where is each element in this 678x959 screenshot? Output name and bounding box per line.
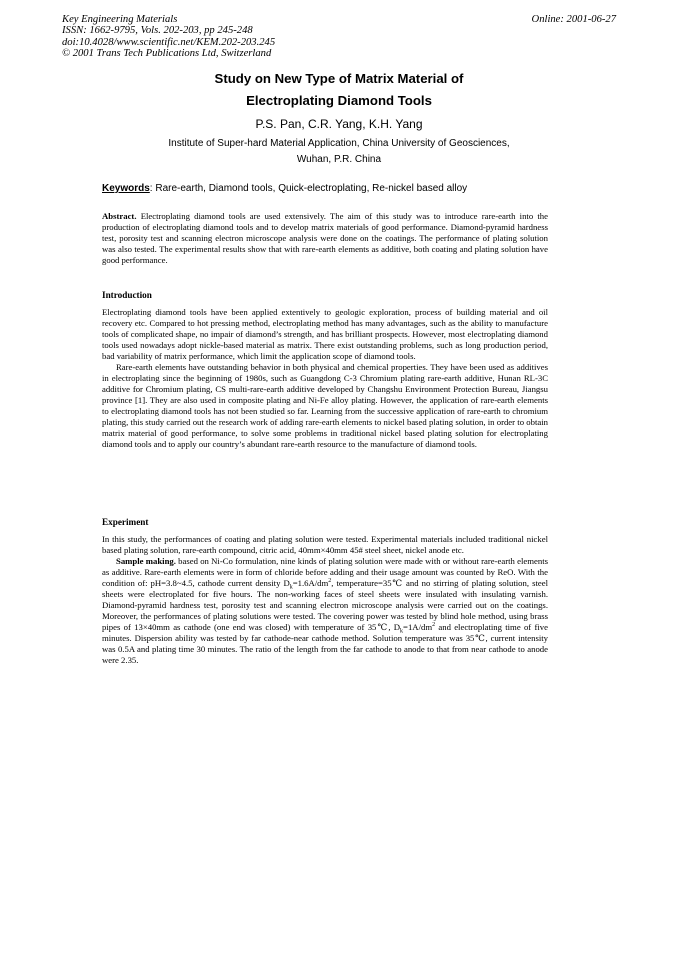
experiment-text-c: , temperature=35℃ and no stirring of plating solution, steel sheets were electroplated for five hours. The non-working faces of steel sheets were insulated with insulating varnish. Diamond-pyramid hardness test, porosity test and scanning electron microscope analysis were carried out on the coatings. Moreover, the performances of plating solutions were tested. The covering power was tested by blind hole method, using brass pipes of 13×40mm as cathode (one end was closed) with temperature of 35℃, D bbox=[102, 578, 548, 632]
introduction-paragraph-2: Rare-earth elements have outstanding behavior in both physical and chemical properties. They have been used as additives in electroplating since the beginning of 1980s, such as Guangdong C-3 Chromium plating rare-earth additive, Hunan RL-3C additive for Chromium plating, CS multi-rare-earth additive developed by Changshu Environment Protection Bureau, Jiangsu province [1]. They are also used in composite plating and Ni-Fe alloy plating. However, the application of rare-earth elements to electroplating diamond tools has not been studied so far. Learning from the successive application of rare-earth to chromium plating, this study carried out the research work of adding rare-earth elements to nickel based plating solution, in order to obtain matrix material of good performance, to solve some problems in traditional nickel based plating solution for electroplating diamond tools and to apply our country’s abundant rare-earth resource to the manufacture of diamond tools. bbox=[102, 362, 548, 449]
experiment-text-b: =1.6A/dm bbox=[292, 578, 329, 588]
keywords bbox=[102, 182, 582, 195]
experiment-text-e: and electroplating time of five minutes. Dispersion ability was tested by far cathode-near cathode method. Solution temperature was 35℃, current intensity was 0.5A and plating time 30 minutes. The ratio of the length from the far cathode to anode to that from near cathode to anode were 2.35. bbox=[102, 622, 548, 665]
affiliation-line-2: Wuhan, P.R. China bbox=[296, 153, 382, 165]
authors: P.S. Pan, C.R. Yang, K.H. Yang bbox=[255, 117, 423, 131]
paper-title bbox=[0, 68, 678, 112]
affiliation-line-1: Institute of Super-hard Material Application, China University of Geosciences, bbox=[168, 138, 510, 149]
experiment-paragraph-1: In this study, the performances of coating and plating solution were tested. Experimental materials included traditional nickel based plating solution, rare-earth compound, citric acid, 40mm×40mm 45# steel sheet, nickel anode etc. bbox=[102, 534, 548, 555]
journal-name: Key Engineering Materials bbox=[62, 14, 178, 25]
introduction-paragraph-1: Electroplating diamond tools have been applied extentively to geologic exploration, process of building material and oil recovery etc. Compared to hot pressing method, electroplating method has many advantages, such as the ability to manufacture tools of complicated shape, no impair of diamond’s strength, and has brilliant prospects. However, most electroplating diamond tools used nowadays adopt nickle-based material as matrix. There exist outstanding problems, such as long production period, bad variability of matrix performance, which limit the application scope of diamond tools. bbox=[102, 307, 548, 361]
superscript-2-2: 2 bbox=[432, 622, 436, 629]
experiment-body bbox=[102, 534, 548, 666]
keywords-label: Keywords bbox=[102, 183, 150, 194]
introduction-body bbox=[102, 307, 548, 450]
experiment-text-a: based on Ni-Co formulation, nine kinds of plating solution were made with or without rare-earth elements as additive. Rare-earth elements were in form of chloride before adding and their usage amount was counted by ReO. With the condition of: pH=3.8~4.5, cathode current density D bbox=[102, 556, 548, 588]
issn-line: ISSN: 1662-9795, Vols. 202-203, pp 245-248 bbox=[62, 25, 253, 37]
superscript-2-1: 2 bbox=[328, 578, 332, 585]
online-date: Online: 2001-06-27 bbox=[531, 14, 616, 25]
doi-line: doi:10.4028/www.scientific.net/KEM.202-203.245 bbox=[62, 36, 276, 48]
introduction-heading: Introduction bbox=[102, 290, 152, 300]
experiment-paragraph-2 bbox=[102, 556, 548, 666]
subscript-k-1: k bbox=[289, 584, 293, 591]
abstract-label: Abstract. bbox=[102, 211, 137, 221]
affiliation bbox=[0, 136, 678, 167]
sample-making-label: Sample making. bbox=[116, 556, 176, 566]
subscript-k-2: k bbox=[400, 628, 404, 635]
experiment-text-d: =1A/dm bbox=[403, 622, 433, 632]
keywords-colon: : bbox=[149, 183, 156, 194]
title-line-2: Electroplating Diamond Tools bbox=[246, 93, 432, 108]
title-line-1: Study on New Type of Matrix Material of bbox=[214, 71, 464, 86]
keywords-text: Rare-earth, Diamond tools, Quick-electroplating, Re-nickel based alloy bbox=[155, 183, 468, 194]
journal-header bbox=[62, 14, 275, 60]
abstract-text: Electroplating diamond tools are used extensively. The aim of this study was to introduce rare-earth into the production of electroplating diamond tools and to develop matrix materials of good performance. Diamond-pyramid hardness test, porosity test and scanning electron microscope analysis were done on the coatings. The performance of plating solution was also tested. The experimental results show that with rare-earth elements as additive, both coating and plating solution have good performance. bbox=[102, 211, 548, 265]
abstract bbox=[102, 211, 548, 266]
copyright-line: © 2001 Trans Tech Publications Ltd, Switzerland bbox=[62, 48, 272, 60]
experiment-heading: Experiment bbox=[102, 517, 149, 527]
